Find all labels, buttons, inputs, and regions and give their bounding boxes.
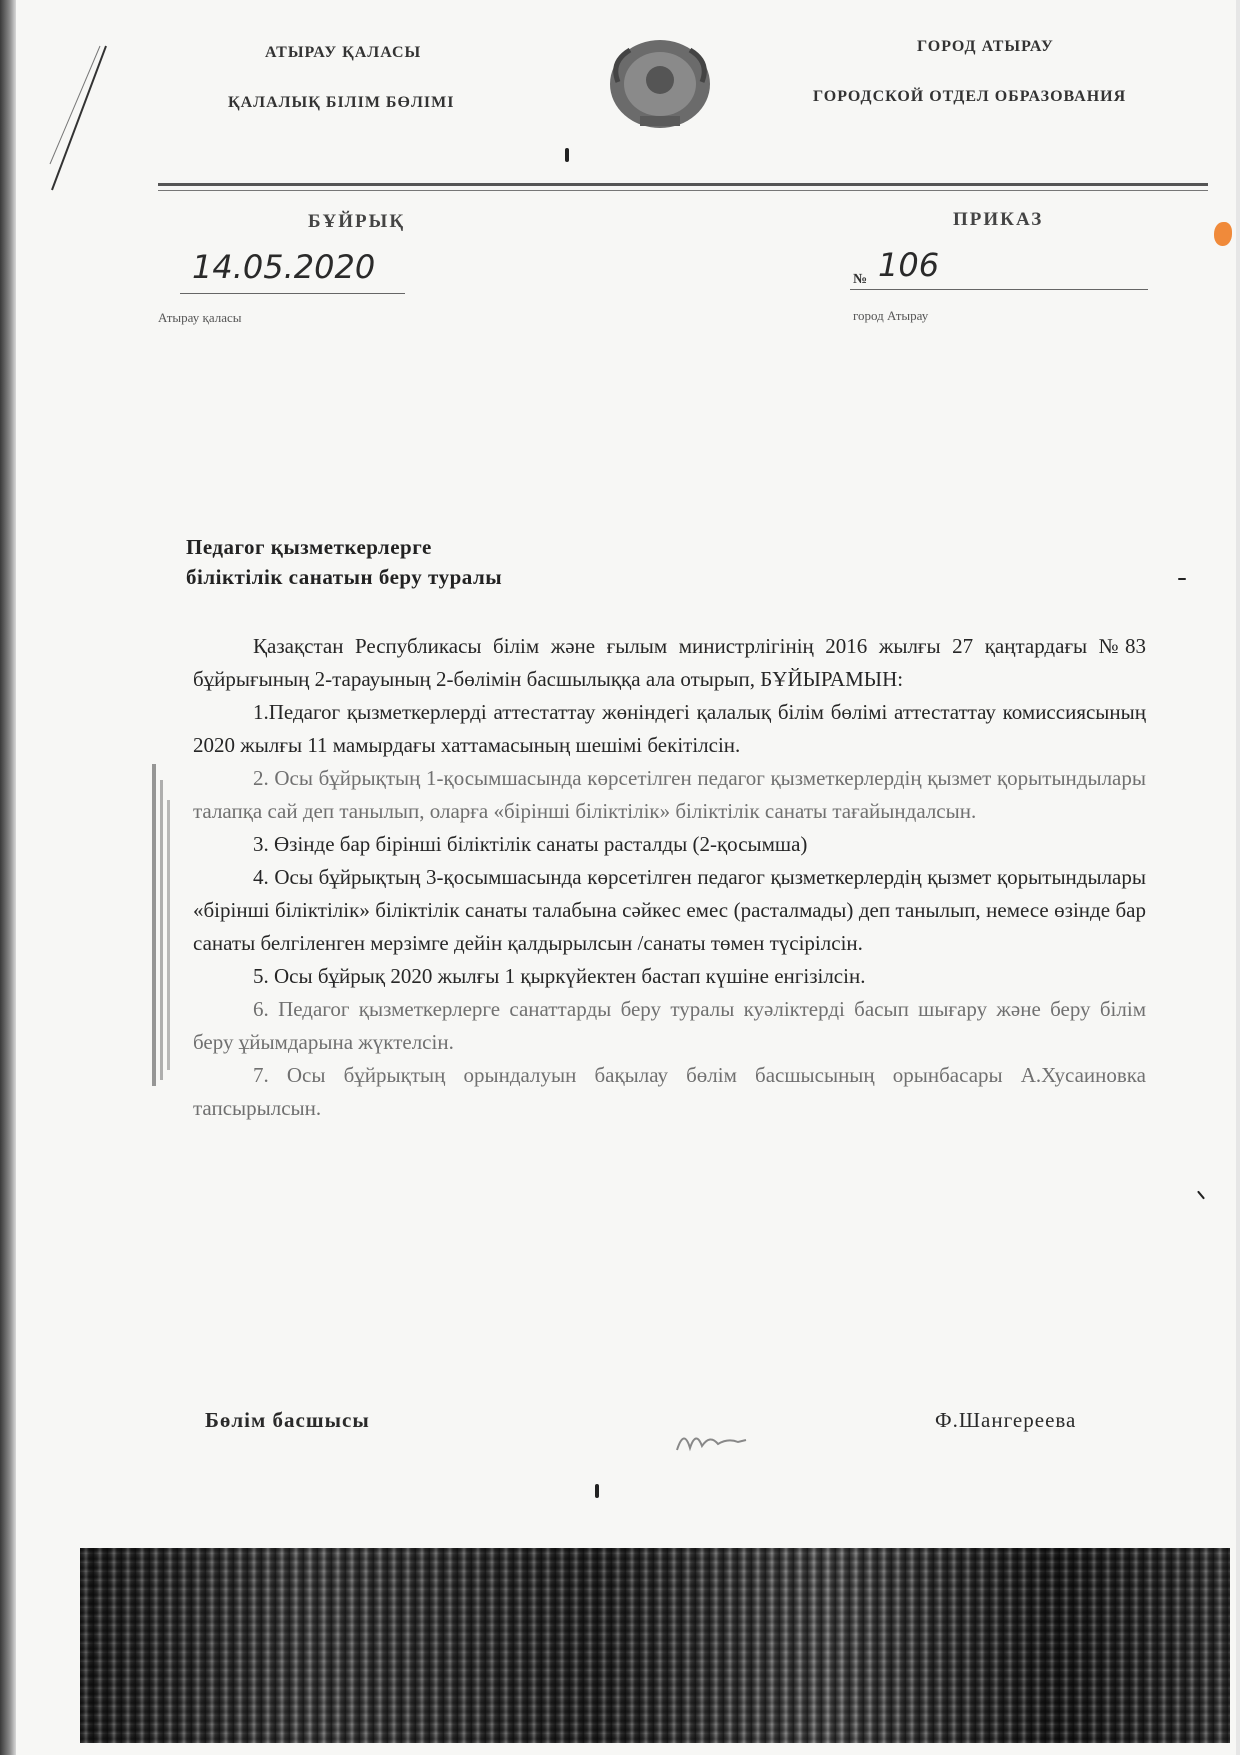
- place-russian: город Атырау: [853, 308, 929, 323]
- scan-speck: [595, 1484, 599, 1498]
- signatory-position: Бөлім басшысы: [205, 1408, 370, 1432]
- scan-speck: [1178, 578, 1186, 580]
- scan-color-mark: [1214, 222, 1232, 246]
- place-kazakh: Атырау қаласы: [158, 310, 242, 325]
- signatory-name: Ф.Шангереева: [935, 1408, 1077, 1432]
- order-item-3: 3. Өзінде бар бірінші біліктілік санаты расталды (2-қосымша): [253, 832, 808, 856]
- order-item-6: 6. Педагог қызметкерлерге санаттарды беру туралы куәліктерді басып шығару және беру білім беру ұйымдарына жүктелсін.: [193, 997, 1146, 1054]
- header-right-line1: ГОРОД АТЫРАУ: [917, 38, 1054, 55]
- order-date: 14.05.2020: [192, 248, 376, 286]
- subject-line-2: біліктілік санатын беру туралы: [186, 565, 503, 589]
- scan-left-edge: [0, 0, 16, 1755]
- header-rule-thin: [158, 190, 1208, 191]
- corner-fold-mark: [48, 44, 108, 194]
- order-item-7: 7. Осы бұйрықтың орындалуын бақылау бөлім басшысының орынбасары А.Хусаиновка тапсырылсын.: [193, 1063, 1146, 1120]
- order-number-sign: №: [853, 272, 868, 287]
- scanner-artifact-band: [80, 1548, 1230, 1743]
- subject-line-1: Педагог қызметкерлерге: [186, 535, 432, 559]
- order-body: [193, 630, 1146, 1125]
- handwritten-signature: [672, 1420, 752, 1460]
- scan-speck: [1197, 1191, 1205, 1200]
- order-number: 106: [878, 246, 940, 284]
- order-item-4: 4. Осы бұйрықтың 3-қосымшасында көрсетілген педагог қызметкерлердің қызмет қорытындылары «бірінші біліктілік» біліктілік санаты талабына сәйкес емес (расталмады) деп танылып, немесе өзінде бар санаты белгіленген мерзімге дейін қалдырылсын /санаты төмен түсірілсін.: [193, 865, 1146, 955]
- order-title-russian: ПРИКАЗ: [953, 209, 1044, 230]
- scan-speck: [565, 148, 569, 162]
- header-right-line2: ГОРОДСКОЙ ОТДЕЛ ОБРАЗОВАНИЯ: [813, 88, 1127, 105]
- order-item-2: 2. Осы бұйрықтың 1-қосымшасында көрсетілген педагог қызметкерлердің қызмет қорытындылары талапқа сай деп танылып, оларға «бірінші біліктілік» біліктілік санаты тағайындалсын.: [193, 766, 1146, 823]
- order-preamble: Қазақстан Республикасы білім және ғылым министрлігінің 2016 жылғы 27 қаңтардағы №83 бұйрығының 2-тарауының 2-бөлімін басшылыққа ала отырып, БҰЙЫРАМЫН:: [193, 634, 1146, 691]
- header-rule-thick: [158, 183, 1208, 186]
- order-title-kazakh: БҰЙРЫҚ: [308, 211, 406, 232]
- state-emblem-icon: [600, 32, 720, 132]
- registration-stamp: [150, 760, 176, 1090]
- date-underline: [180, 293, 405, 294]
- header-left-line1: АТЫРАУ ҚАЛАСЫ: [265, 44, 422, 61]
- header-left-line2: ҚАЛАЛЫҚ БІЛІМ БӨЛІМІ: [228, 94, 455, 111]
- order-item-1: 1.Педагог қызметкерлерді аттестаттау жөніндегі қалалық білім бөлімі аттестаттау комиссиясының 2020 жылғы 11 мамырдағы хаттамасының шешімі бекітілсін.: [193, 700, 1146, 757]
- number-underline: [850, 289, 1148, 290]
- order-subject: [186, 532, 502, 592]
- scan-right-edge: [1236, 0, 1240, 1755]
- order-item-5: 5. Осы бұйрық 2020 жылғы 1 қыркүйектен бастап күшіне енгізілсін.: [253, 964, 866, 988]
